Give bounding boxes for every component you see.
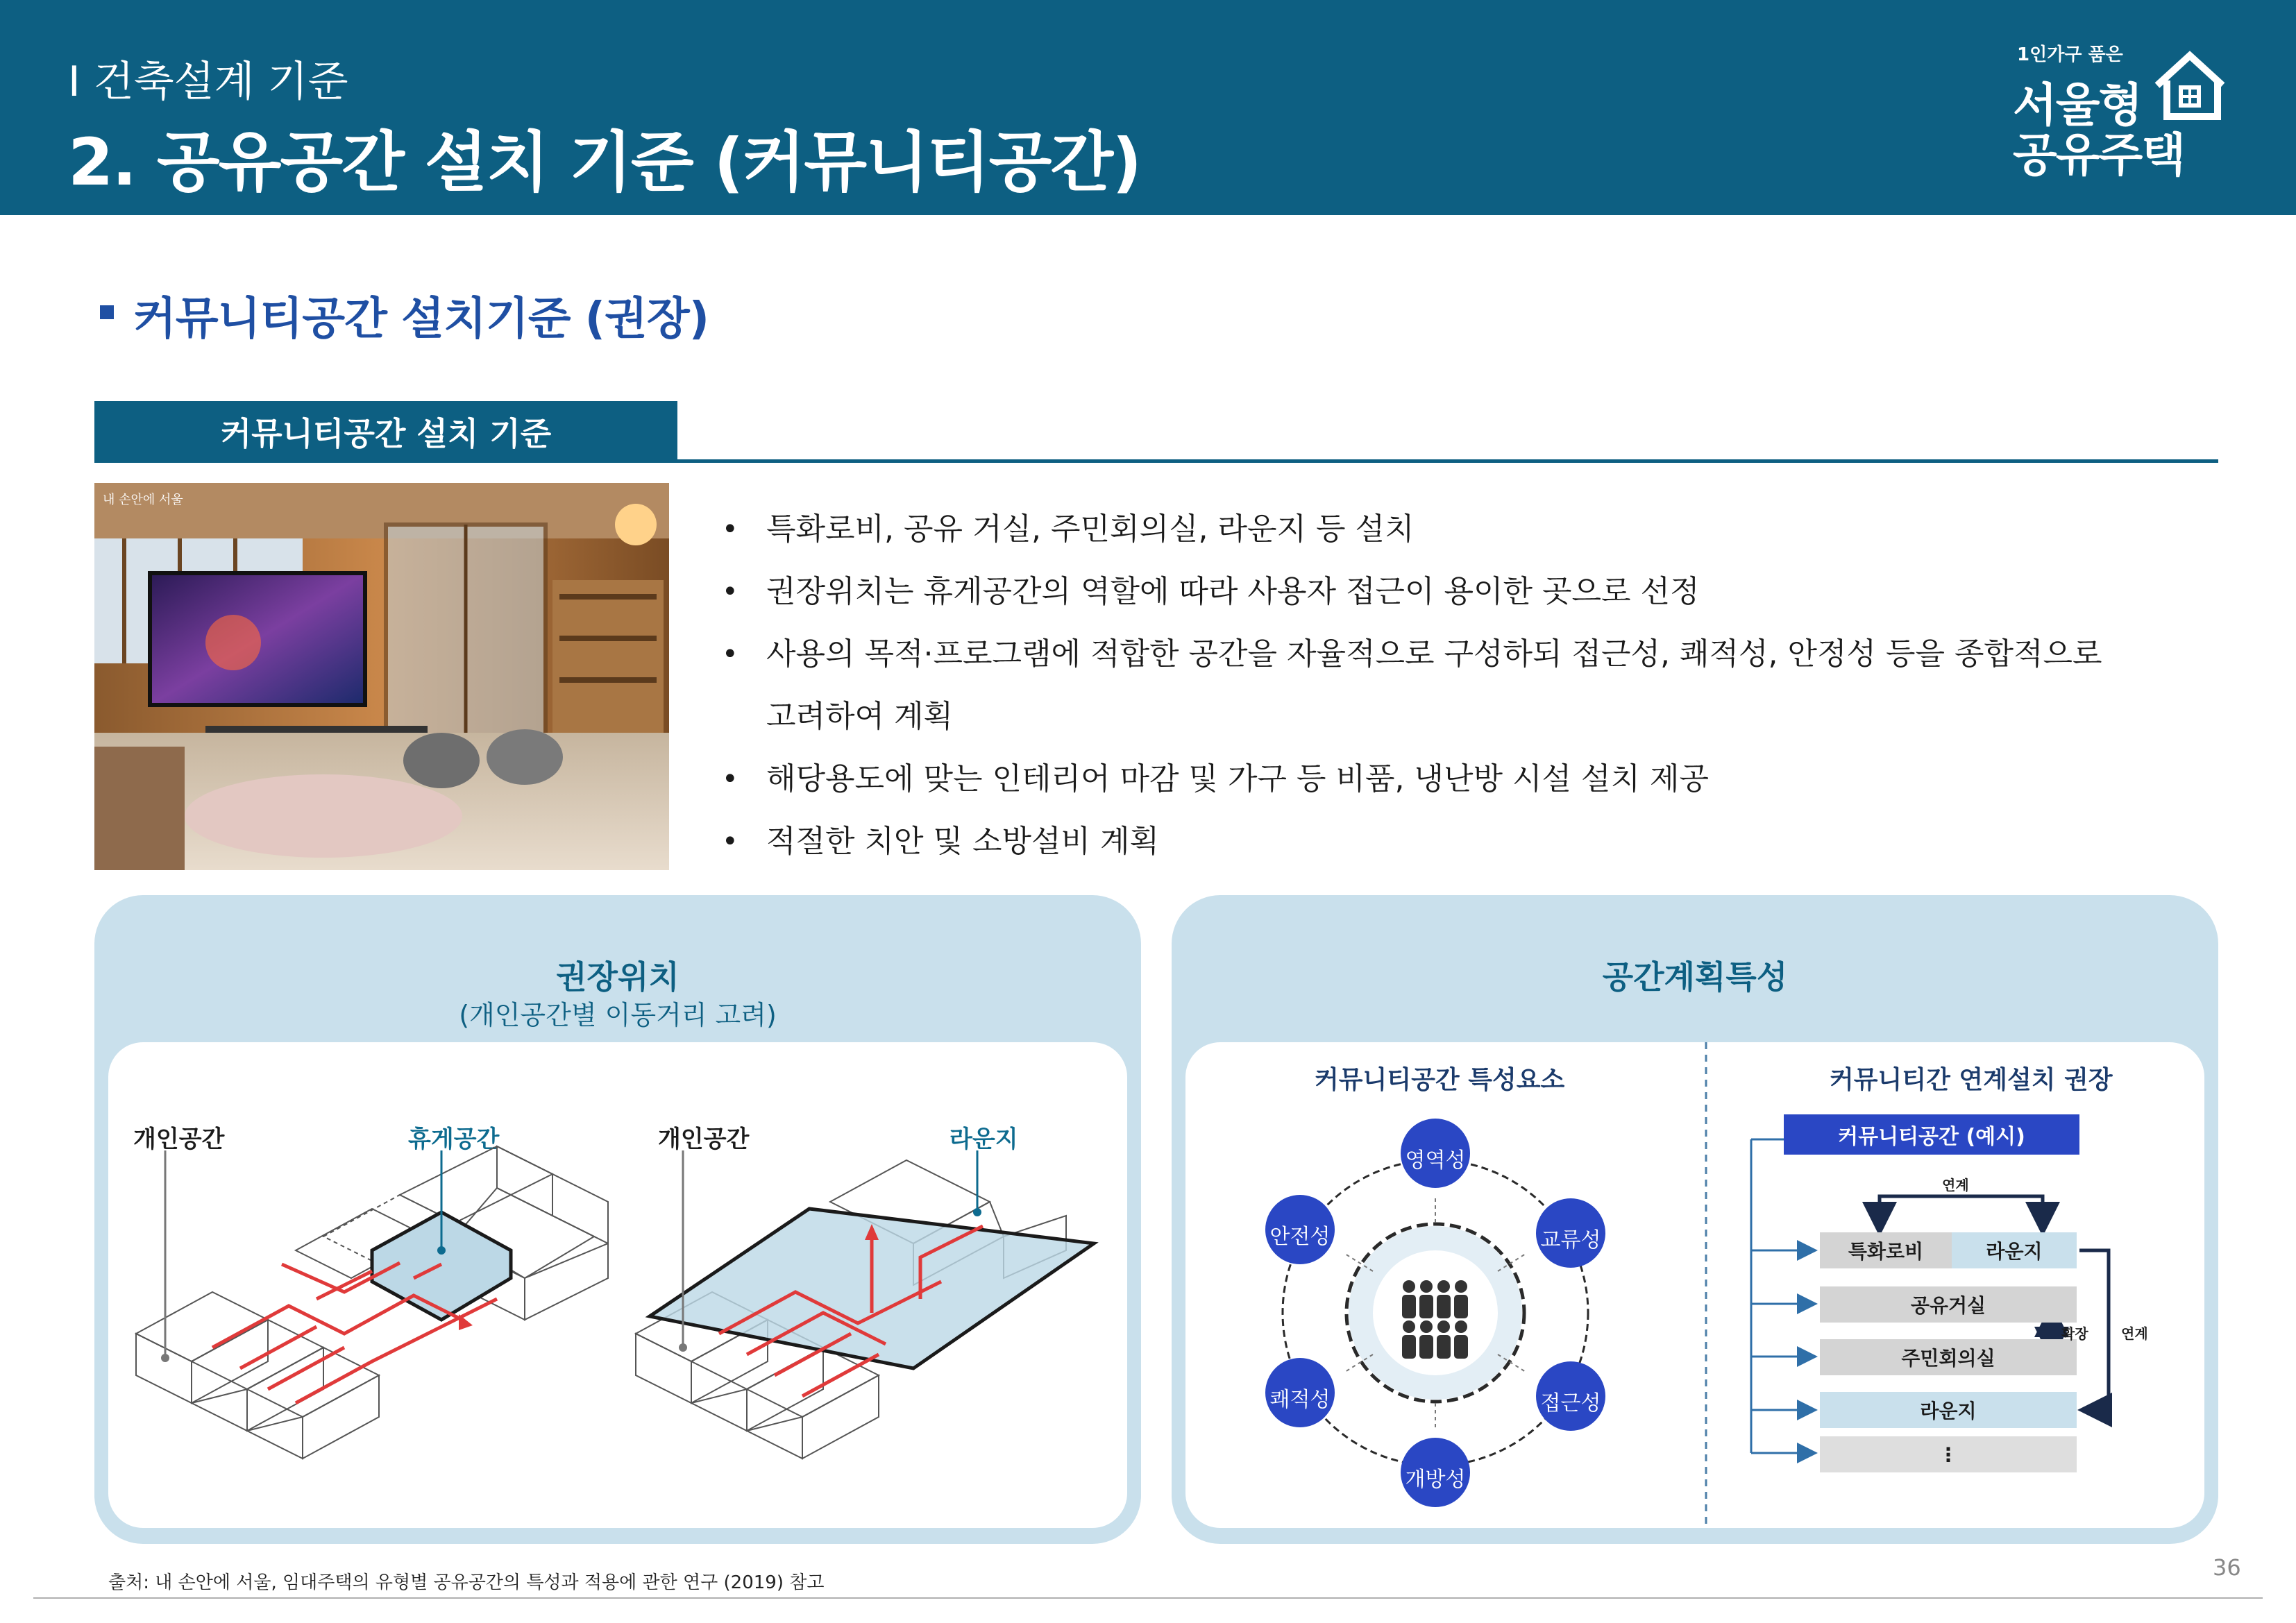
characteristic-safety: 안전성 [1269,1225,1331,1249]
photo-watermark: 내 손안에 서울 [103,493,183,507]
row-lounge-bottom: 라운지 [1820,1392,2077,1428]
row-shared-living: 공유거실 [1820,1286,2077,1323]
list-item: • 사용의 목적·프로그램에 적합한 공간을 자율적으로 구성하되 접근성, 쾌적성, 안정성 등을 종합적으로 [722,623,2214,686]
characteristic-openness: 개방성 [1405,1468,1466,1492]
link-label-right: 연계 [2121,1325,2148,1342]
panel-subtitle: (개인공간별 이동거리 고려) [459,1000,777,1030]
example-box: 커뮤니티공간 (예시) [1784,1114,2079,1155]
list-item: • 권장위치는 휴게공간의 역할에 따라 사용자 접근이 용이한 곳으로 선정 [722,561,2214,623]
subtitle: 커뮤니티공간 설치기준 (권장) [133,294,709,345]
panel-title: 권장위치 [556,958,679,996]
row-meeting-room: 주민회의실 [1820,1339,2077,1375]
isometric-diagrams [108,1042,1127,1528]
planning-diagrams [1185,1042,2204,1528]
tab-divider [94,459,2218,463]
logo-small-text: 1인가구 품은 [2017,44,2123,65]
community-space-photo [94,483,669,870]
logo [2013,40,2235,182]
house-icon [2152,47,2228,124]
page-title: 2. 공유공간 설치 기준 (커뮤니티공간) [68,125,1141,201]
recommended-location-panel [94,895,1141,1544]
row-more: ⋮ [1820,1436,2077,1472]
header-band [0,0,2296,215]
expand-label: 확장 [2061,1325,2088,1342]
list-item: • 적절한 치안 및 소방설비 계획 [722,810,2214,873]
list-item-continuation: 고려하여 계획 [766,699,954,734]
list-item: • 특화로비, 공유 거실, 주민회의실, 라운지 등 설치 [722,498,2214,561]
characteristic-territoriality: 영역성 [1405,1148,1466,1173]
characteristics-heading: 커뮤니티공간 특성요소 [1315,1066,1565,1094]
location-diagrams [108,1042,1127,1528]
list-item: • 해당용도에 맞는 인테리어 마감 및 가구 등 비품, 냉난방 시설 설치 제공 [722,748,2214,810]
criteria-list [722,498,2214,873]
characteristic-accessibility: 접근성 [1540,1391,1601,1416]
footer-divider [33,1597,2263,1599]
label-lounge: 라운지 [949,1125,1018,1153]
logo-line2: 공유주택 [2013,128,2185,182]
label-rest-space: 휴게공간 [408,1125,500,1153]
row-lounge-top: 라운지 [1952,1232,2077,1268]
subtitle-bullet-icon [100,305,114,319]
panel-title: 공간계획특성 [1602,958,1788,996]
characteristic-interaction: 교류성 [1540,1228,1601,1252]
logo-line1: 서울형 [2013,78,2142,132]
characteristic-comfort: 쾌적성 [1269,1388,1331,1412]
space-planning-panel [1172,895,2218,1544]
linkage-heading: 커뮤니티간 연계설치 권장 [1830,1066,2113,1094]
section-label: I 건축설계 기준 [68,58,348,106]
page-number: 36 [2213,1554,2241,1581]
label-private-space: 개인공간 [133,1125,225,1153]
source-note: 출처: 내 손안에 서울, 임대주택의 유형별 공유공간의 특성과 적용에 관한 연구 (2019) 참고 [108,1572,825,1593]
row-special-lobby: 특화로비 [1820,1232,1952,1268]
label-private-space-2: 개인공간 [658,1125,750,1153]
section-tab: 커뮤니티공간 설치 기준 [94,401,677,462]
link-label-top: 연계 [1942,1177,1969,1193]
